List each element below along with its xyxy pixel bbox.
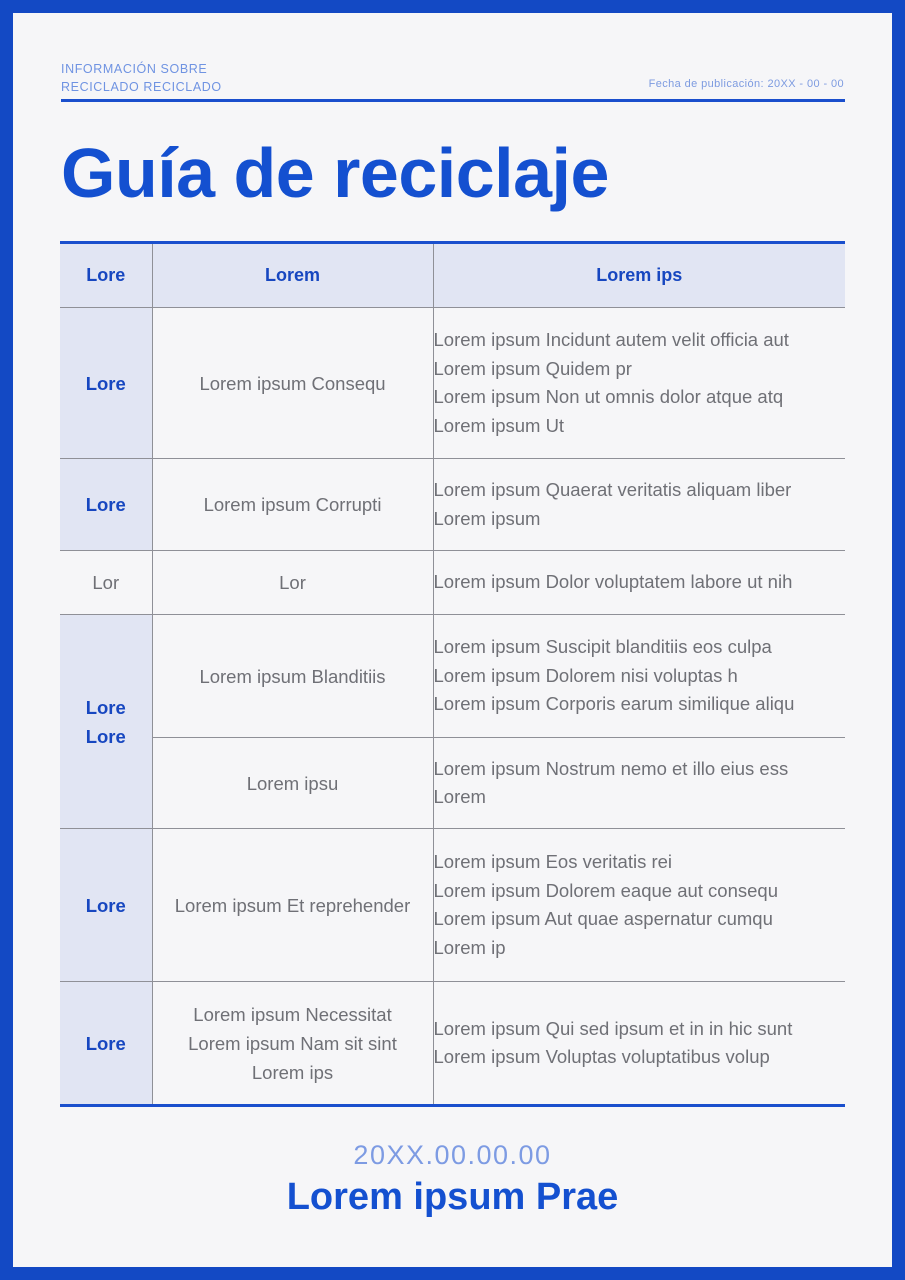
details-line: Lorem ipsum Quidem pr: [433, 357, 632, 379]
details-cell: [433, 551, 845, 615]
material-cell: [152, 829, 433, 982]
details-line: Lorem ipsum Qui sed ipsum et in in hic sunt: [433, 1017, 793, 1039]
footer-date: 20XX.00.00.00: [353, 1140, 552, 1170]
table-row: [60, 615, 845, 738]
header-label: [61, 60, 222, 96]
publication-date: Fecha de publicación: 20XX - 00 - 00: [648, 78, 844, 90]
details-line: Lorem ipsum Ut: [433, 414, 565, 436]
category-text: Lore: [85, 1032, 126, 1054]
material-text: Lorem ipsum Consequ: [199, 372, 386, 394]
category-cell: [60, 829, 152, 982]
details-line: Lorem ipsum Voluptas voluptatibus volup: [433, 1046, 770, 1067]
column-header-details: Lorem ips: [433, 243, 845, 308]
page-title: Guía de reciclaje: [61, 134, 609, 212]
details-line: Lorem ipsum Aut quae aspernatur cumqu: [433, 908, 773, 929]
table-row: [60, 308, 845, 459]
details-line: Lorem ipsum Nostrum nemo et illo eius ess: [433, 757, 789, 779]
details-cell: [433, 308, 845, 459]
category-cell: [60, 308, 152, 459]
details-cell: [433, 738, 845, 829]
details-line: Lorem ip: [433, 936, 506, 958]
details-line: Lorem ipsum Dolor voluptatem labore ut nih: [433, 571, 793, 593]
category-cell: [60, 982, 152, 1106]
material-text: Lorem ipsu: [246, 772, 339, 794]
details-cell: [433, 615, 845, 738]
material-text: Lorem ips: [251, 1061, 334, 1083]
footer-name: Lorem ipsum Prae: [286, 1176, 619, 1218]
details-line: Lorem ipsum Corporis earum similique aliqu: [433, 693, 795, 715]
details-line: Lorem ipsum Suscipit blanditiis eos culpa: [433, 636, 772, 658]
category-cell: [60, 459, 152, 551]
material-cell: [152, 308, 433, 459]
category-text: Lor: [92, 572, 120, 593]
table-row: [60, 551, 845, 615]
details-line: Lorem ipsum Dolorem eaque aut consequ: [433, 879, 778, 901]
details-line: Lorem ipsum: [433, 507, 541, 529]
details-cell: [433, 829, 845, 982]
details-line: Lorem: [433, 786, 486, 807]
recycling-table: [60, 241, 845, 1107]
material-text: Lorem ipsum Necessitat: [193, 1003, 392, 1025]
material-cell: [152, 738, 433, 829]
category-text: Lore: [85, 725, 126, 747]
column-header-category: Lore: [60, 243, 152, 308]
table-row: [60, 738, 845, 829]
details-line: Lorem ipsum Dolorem nisi voluptas h: [433, 664, 738, 686]
details-line: Lorem ipsum Quaerat veritatis aliquam liber: [433, 479, 792, 500]
details-cell: [433, 459, 845, 551]
category-text: Lore: [85, 894, 126, 916]
category-text: Lore: [85, 696, 126, 718]
material-text: Lorem ipsum Corrupti: [203, 494, 382, 515]
header-label-line-2: RECICLADO RECICLADO: [61, 80, 222, 94]
details-line: Lorem ipsum Incidunt autem velit officia aut: [433, 329, 789, 350]
material-cell: [152, 551, 433, 615]
material-cell: [152, 982, 433, 1106]
table-row: [60, 459, 845, 551]
material-text: Lor: [279, 572, 306, 593]
material-cell: [152, 459, 433, 551]
header-label-line-1: INFORMACIÓN SOBRE: [61, 62, 208, 76]
details-cell: [433, 982, 845, 1106]
category-cell: [60, 551, 152, 615]
column-header-material: Lorem: [152, 243, 433, 308]
header-divider: [61, 99, 845, 102]
material-text: Lorem ipsum Nam sit sint: [188, 1032, 397, 1054]
table-header-row: [60, 243, 845, 308]
material-text: Lorem ipsum Et reprehender: [174, 894, 411, 916]
material-text: Lorem ipsum Blanditiis: [199, 665, 386, 687]
details-line: Lorem ipsum Eos veritatis rei: [433, 851, 673, 872]
table-row: [60, 829, 845, 982]
category-text: Lore: [85, 494, 126, 515]
document-page: [13, 13, 892, 1267]
category-cell: [60, 615, 152, 829]
material-cell: [152, 615, 433, 738]
category-text: Lore: [85, 372, 126, 394]
table-row: [60, 982, 845, 1106]
details-line: Lorem ipsum Non ut omnis dolor atque atq: [433, 386, 784, 407]
